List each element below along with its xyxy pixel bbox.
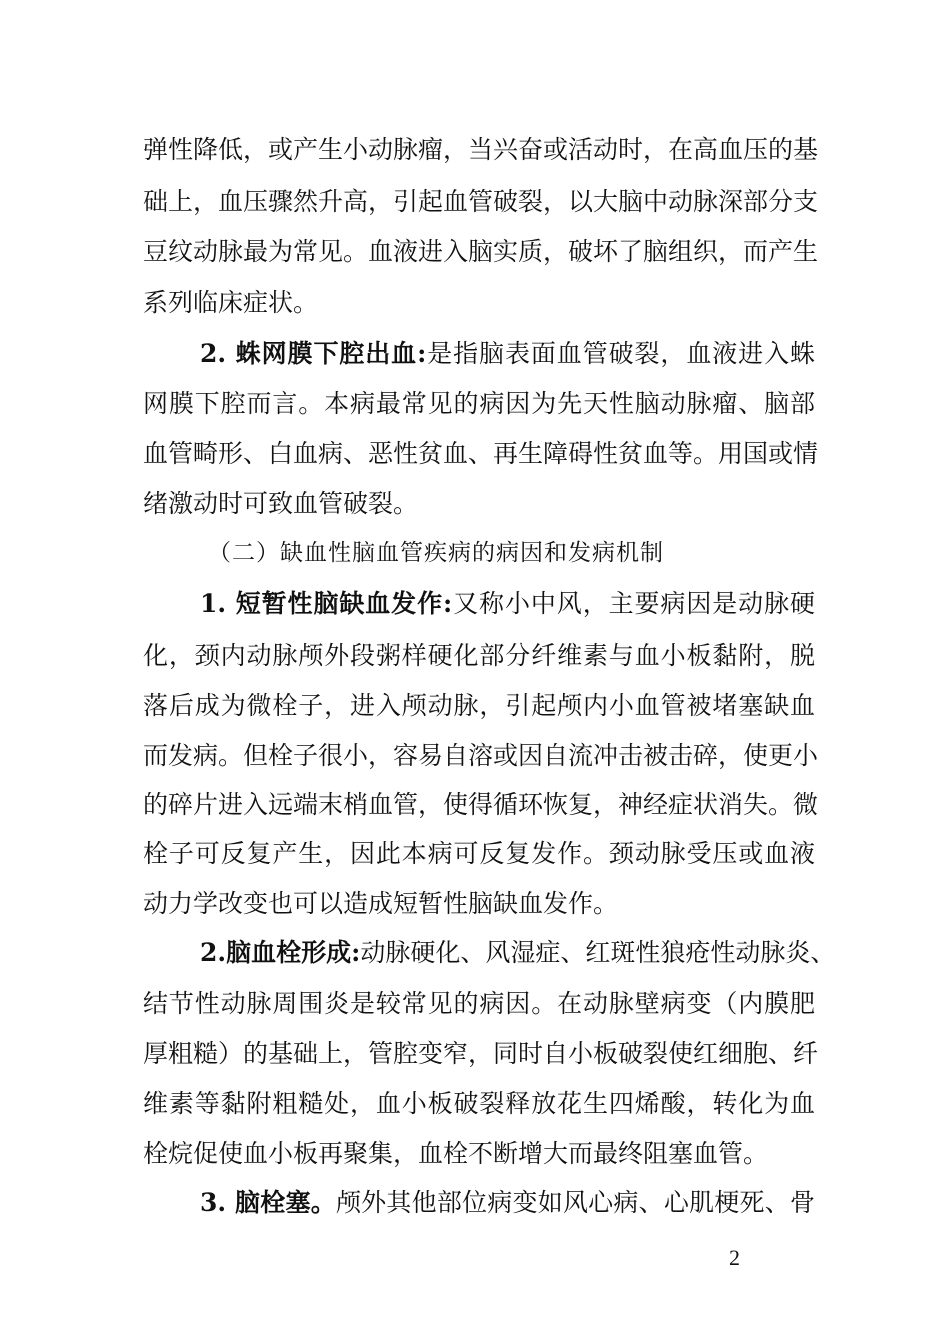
paragraph-text: 颅外其他部位病变如风心病、心肌梗死、骨 [335,1188,815,1217]
paragraph-line: 弹性降低，或产生小动脉瘤，当兴奋或活动时，在高血压的基 [143,135,819,164]
paragraph-line: 网膜下腔而言。本病最常见的病因为先天性脑动脉瘤、脑部 [143,389,815,418]
paragraph-line: 的碎片进入远端末梢血管，使得循环恢复，神经症状消失。微 [143,790,819,819]
paragraph-line: 落后成为微栓子，进入颅动脉，引起颅内小血管被堵塞缺血 [143,691,815,720]
paragraph-line: 厚粗糙）的基础上，管腔变窄，同时自小板破裂使红细胞、纤 [143,1039,819,1068]
paragraph-first-line [200,1187,815,1219]
paragraph-text: 动脉硬化、风湿症、红斑性狼疮性动脉炎、 [360,938,836,967]
page-number: 2 [729,1245,740,1270]
paragraph-first-line [200,937,836,969]
paragraph-line: 栓子可反复产生，因此本病可反复发作。颈动脉受压或血液 [143,839,815,868]
section-heading: （二）缺血性脑血管疾病的病因和发病机制 [208,540,664,566]
paragraph-heading: 2.脑血栓形成: [200,938,361,967]
paragraph-heading: 3. 脑栓塞。 [200,1188,336,1217]
paragraph-text: 又称小中风，主要病因是动脉硬 [452,589,815,618]
paragraph-line: 豆纹动脉最为常见。血液进入脑实质，破坏了脑组织，而产生 [143,237,819,266]
paragraph-line: 动力学改变也可以造成短暂性脑缺血发作。 [143,889,619,918]
paragraph-text: 是指脑表面血管破裂，血液进入蛛 [426,339,815,368]
paragraph-line: 础上，血压骤然升高，引起血管破裂，以大脑中动脉深部分支 [143,187,819,216]
paragraph-line: 而发病。但栓子很小，容易自溶或因自流冲击被击碎，使更小 [143,741,819,770]
paragraph-line: 化，颈内动脉颅外段粥样硬化部分纤维素与血小板黏附，脱 [143,641,815,670]
paragraph-first-line [200,588,815,620]
paragraph-line: 结节性动脉周围炎是较常见的病因。在动脉壁病变（内膜肥 [143,989,815,1018]
paragraph-heading: 1. 短暂性脑缺血发作: [200,589,453,618]
paragraph-line: 维素等黏附粗糙处，血小板破裂释放花生四烯酸，转化为血 [143,1089,815,1118]
paragraph-first-line [200,338,815,370]
paragraph-line: 绪激动时可致血管破裂。 [143,489,419,518]
paragraph-heading: 2. 蛛网膜下腔出血: [200,339,427,368]
paragraph-line: 系列临床症状。 [143,288,319,317]
paragraph-line: 栓烷促使血小板再聚集，血栓不断增大而最终阻塞血管。 [143,1139,769,1168]
paragraph-line: 血管畸形、白血病、恶性贫血、再生障碍性贫血等。用国或情 [143,439,819,468]
